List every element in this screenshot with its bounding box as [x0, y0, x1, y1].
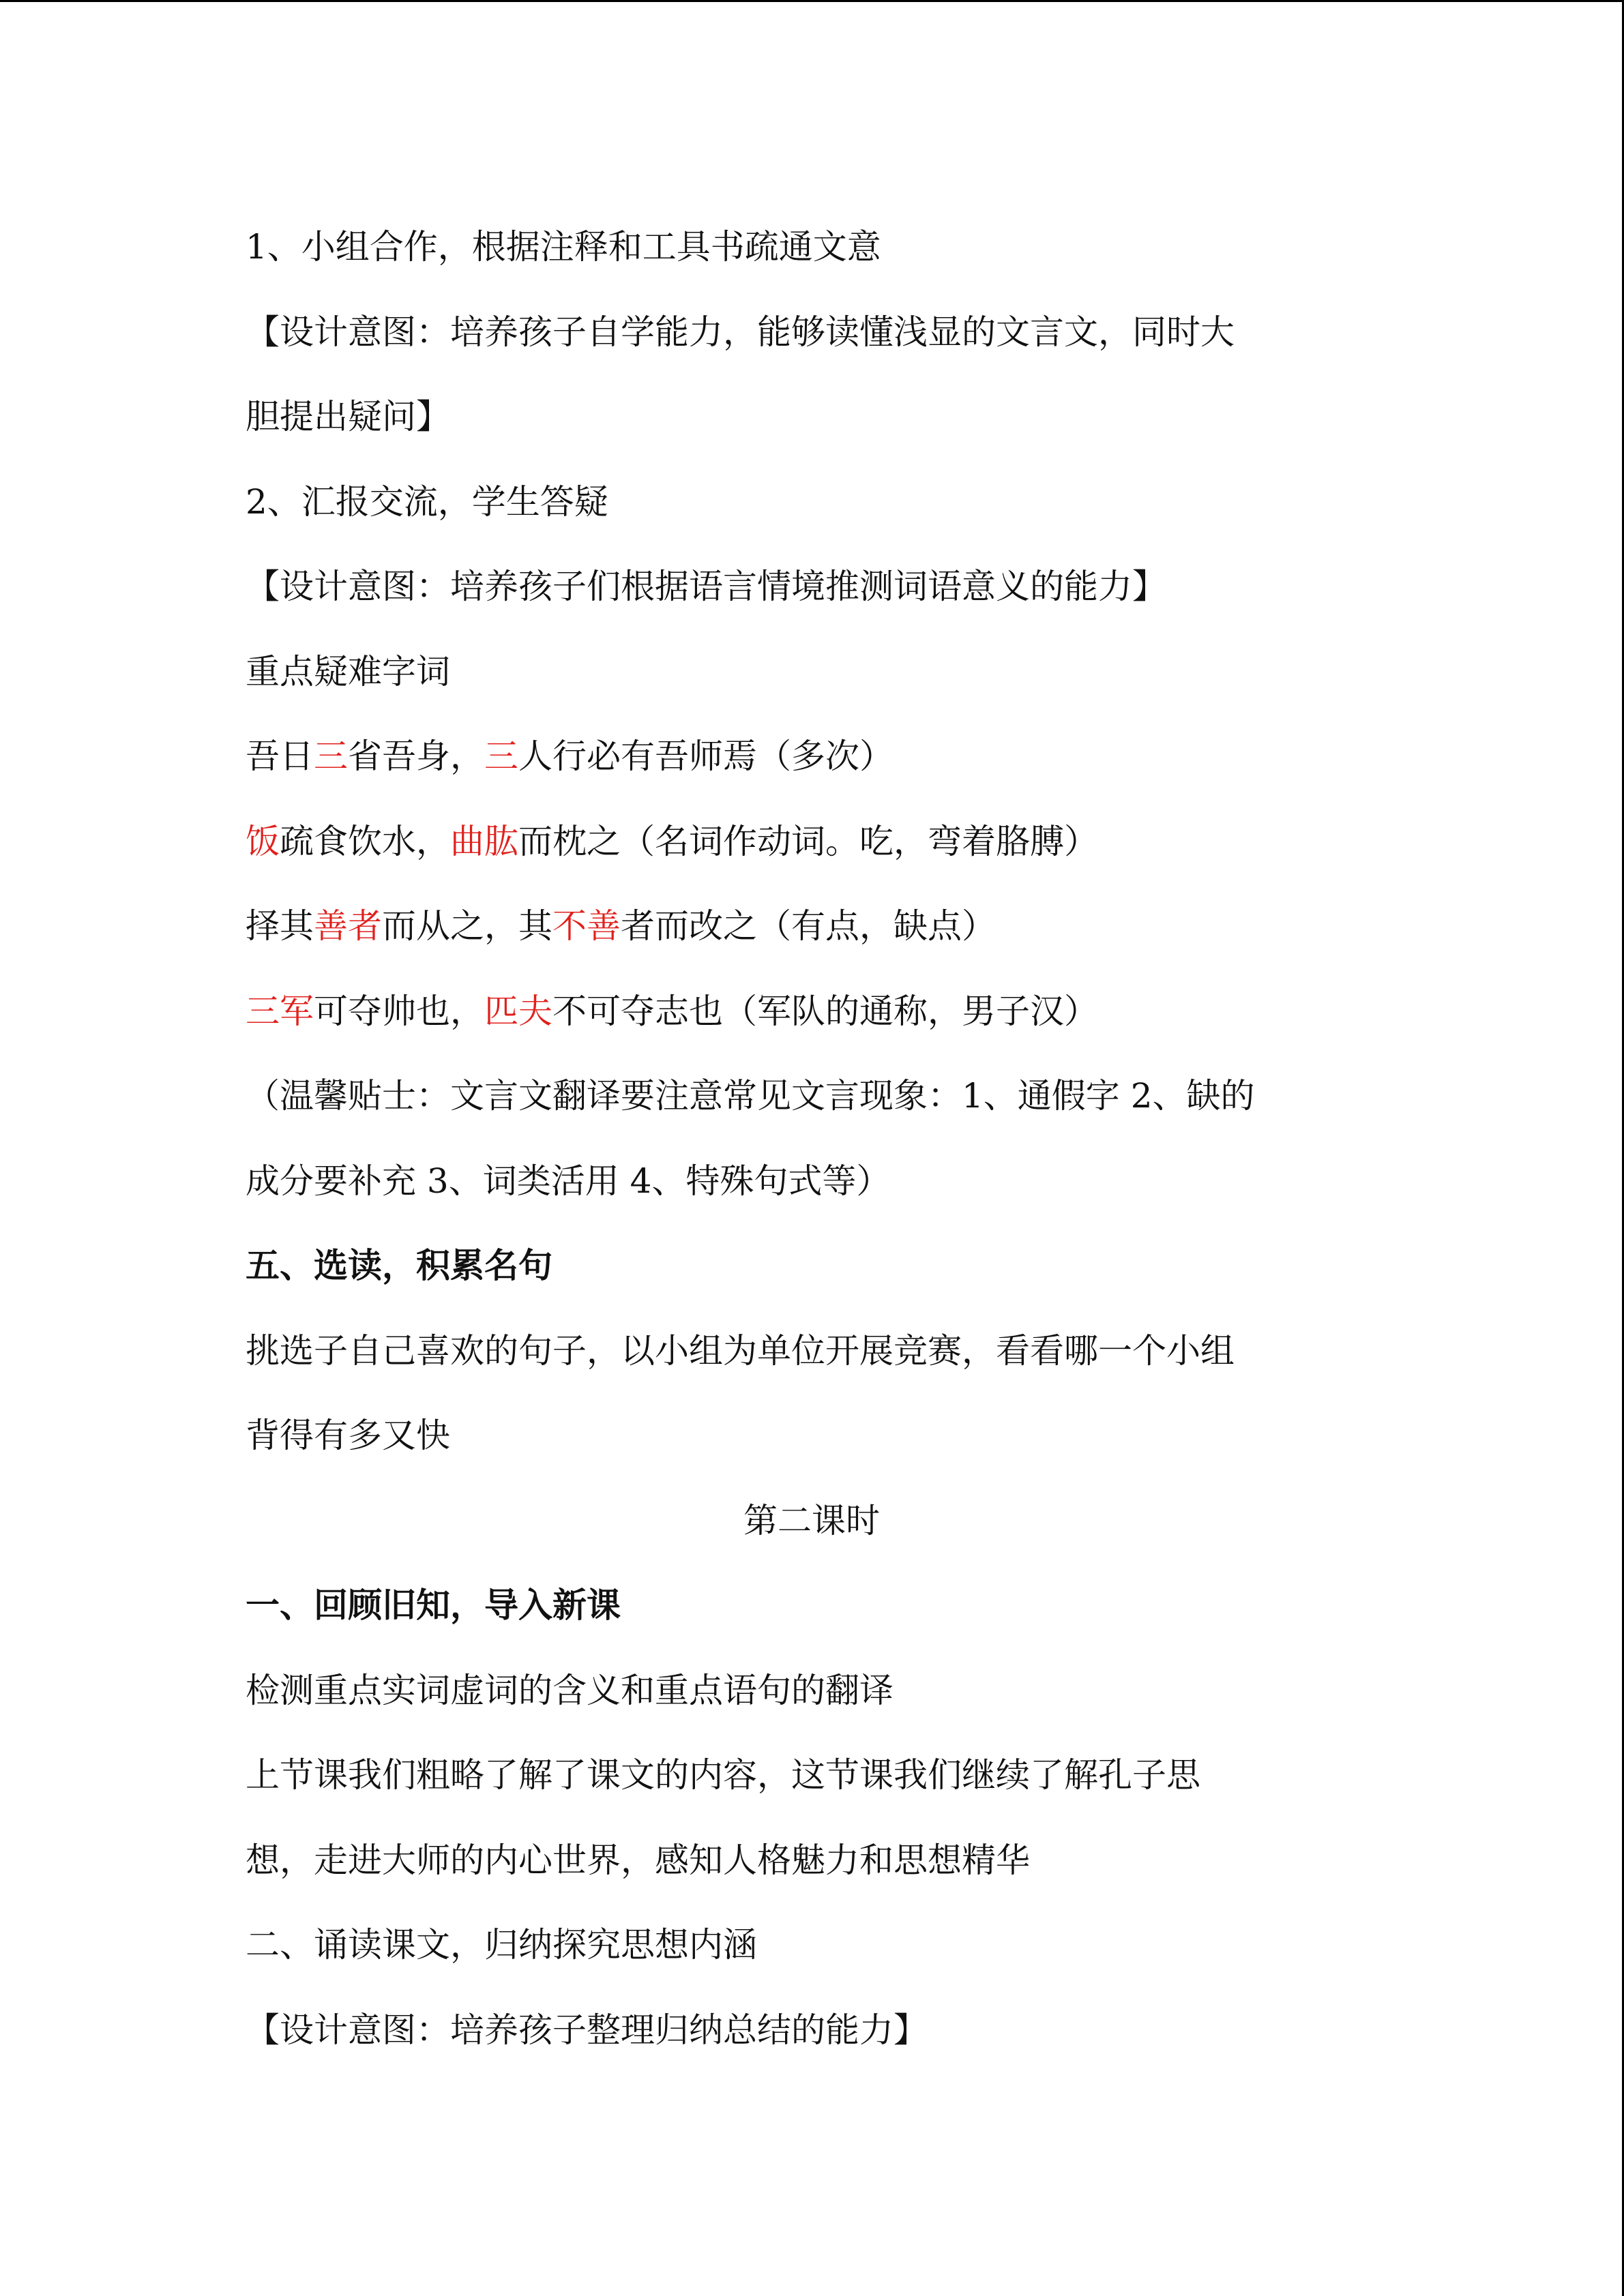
step-2-line: 2、汇报交流，学生答疑	[246, 481, 608, 522]
section-5-line-2: 背得有多又快	[246, 1416, 450, 1455]
highlighted-word: 不善	[552, 906, 621, 946]
vocab-text: 不可夺志也（军队的通称，男子汉）	[552, 991, 1098, 1031]
vocab-list	[246, 714, 1405, 1054]
vocab-text: 者而改之（有点，缺点）	[621, 906, 996, 946]
vocab-line	[246, 969, 1405, 1054]
design-intent-1-line-2: 胆提出疑问】	[246, 397, 450, 436]
lesson-2-line-3: 想，走进大师的内心世界，感知人格魅力和思想精华	[246, 1840, 1030, 1880]
vocab-text: 而枕之（名词作动词。吃，弯着胳膊）	[518, 821, 1098, 861]
vocab-text: 择其	[246, 906, 314, 946]
top-border	[0, 0, 1624, 2]
tips-line-2: 成分要补充 3、词类活用 4、特殊句式等）	[246, 1161, 891, 1201]
tips-line-1: （温馨贴士：文言文翻译要注意常见文言现象：1、通假字 2、缺的	[246, 1076, 1255, 1116]
vocab-line	[246, 714, 1405, 799]
lesson-2-heading-1: 一、回顾旧知，导入新课	[246, 1585, 621, 1625]
vocab-text: 可夺帅也，	[314, 991, 484, 1031]
lesson-2-design-intent: 【设计意图：培养孩子整理归纳总结的能力】	[246, 2010, 928, 2050]
step-1-line: 1、小组合作，根据注释和工具书疏通文意	[246, 227, 881, 267]
vocab-text: 人行必有吾师焉（多次）	[518, 736, 894, 776]
lesson-2-heading-2: 二、诵读课文，归纳探究思想内涵	[246, 1925, 757, 1965]
vocab-text: 省吾身，	[348, 736, 484, 776]
design-intent-2-line: 【设计意图：培养孩子们根据语言情境推测词语意义的能力】	[246, 567, 1166, 606]
document-page	[246, 205, 1405, 2072]
section-5-line-1: 挑选子自己喜欢的句子，以小组为单位开展竞赛，看看哪一个小组	[246, 1330, 1235, 1371]
vocab-text: 吾日	[246, 736, 314, 776]
section-5-heading: 五、选读，积累名句	[246, 1245, 552, 1285]
lesson-2-line-1: 检测重点实词虚词的含义和重点语句的翻译	[246, 1670, 894, 1710]
vocab-line	[246, 799, 1405, 884]
highlighted-word: 三	[314, 736, 348, 776]
highlighted-word: 三军	[246, 991, 314, 1031]
highlighted-word: 三	[484, 736, 518, 776]
lesson-2-title: 第二课时	[743, 1500, 880, 1540]
highlighted-word: 匹夫	[484, 991, 552, 1031]
lesson-2-line-2: 上节课我们粗略了解了课文的内容，这节课我们继续了解孔子思	[246, 1755, 1200, 1795]
vocab-text: 而从之，其	[382, 906, 552, 946]
highlighted-word: 饭	[246, 821, 280, 861]
highlighted-word: 善者	[314, 906, 382, 946]
design-intent-1-line-1: 【设计意图：培养孩子自学能力，能够读懂浅显的文言文，同时大	[246, 312, 1235, 352]
vocab-text: 疏食饮水，	[280, 821, 450, 861]
key-vocab-heading: 重点疑难字词	[246, 651, 450, 691]
vocab-line	[246, 884, 1405, 969]
highlighted-word: 曲肱	[450, 821, 518, 861]
